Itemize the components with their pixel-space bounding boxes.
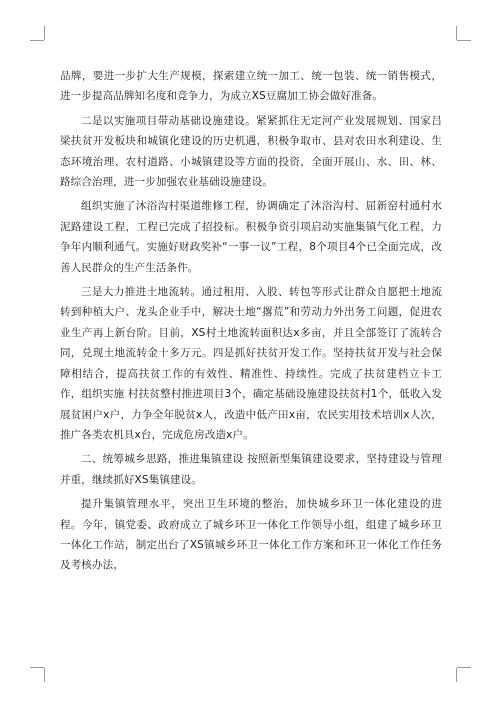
crop-mark-top-right-h bbox=[457, 40, 471, 41]
crop-mark-bottom-left bbox=[44, 668, 45, 682]
crop-mark-top-right bbox=[456, 26, 457, 40]
crop-mark-top-left bbox=[44, 26, 45, 40]
paragraph-land-transfer: 三是大力推进土地流转。通过租用、入股、转包等形式让群众自愿把土地流转到种植大户、龙头企业手中，解决土地“撂荒”和劳动力外出务工问题，促进农业生产再上新台阶。目前，XS村土地流转面积达x多亩，并且全部签订了流转合同，兑现土地流转金十多万元。四是抓好扶贫开发工作。坚持扶贫开发与社会保障相结合，提高扶贫工作的有效性、精准性、持续性。完成了扶贫建档立卡工作，组织实施 村扶贫整村推进项目3个，确定基础设施建设扶贫村1个，低收入发展贫困户x户，力争全年脱贫x人，改造中低产田x亩，农民实用技术培训x人次，推广各类农机具x台，完成危房改造x户。 bbox=[60, 286, 442, 441]
paragraph-projects: 组织实施了沐浴沟村渠道维修工程，协调确定了沐浴沟村、屈新窑村通村水泥路建设工程，工程已完成了招投标。积极争资引项启动实施集镇气化工程，力争年内顺利通气。实施好财政奖补“一事一议”工程，8个项目4个已全面完成，改善人民群众的生产生活条件。 bbox=[60, 200, 442, 274]
paragraph-infrastructure: 二是以实施项目带动基础设施建设。紧紧抓住无定河产业发展规划、国家吕梁扶贫开发板块和城镇化建设的历史机遇，积极争取市、县对农田水利建设、生态环境治理、农村道路、小城镇建设等方面的投资，全面开展山、水、田、林、路综合治理，进一步加强农业基础设施建设。 bbox=[60, 114, 442, 189]
paragraph-continuation: 品牌，要进一步扩大生产规模，探索建立统一加工、统一包装、统一销售模式，进一步提高品牌知名度和竞争力，为成立XS豆腐加工协会做好准备。 bbox=[60, 70, 442, 103]
paragraph-town-management: 提升集镇管理水平，突出卫生环境的整治，加快城乡环卫一体化建设的进程。今年，镇党委、政府成立了城乡环卫一体化工作领导小组，组建了城乡环卫一体化工作站，制定出台了XS镇城乡环卫一体化工作方案和环卫一体化工作任务及考核办法， bbox=[60, 498, 442, 572]
crop-mark-bottom-right-h bbox=[457, 667, 471, 668]
crop-mark-top-left-h bbox=[30, 40, 44, 41]
paragraph-town-construction: 二、统筹城乡思路，推进集镇建设 按照新型集镇建设要求，坚持建设与管理并重，继续抓好XS集镇建设。 bbox=[60, 453, 442, 486]
crop-mark-bottom-left-h bbox=[30, 667, 44, 668]
crop-mark-bottom-right bbox=[456, 668, 457, 682]
document-body bbox=[60, 66, 442, 580]
